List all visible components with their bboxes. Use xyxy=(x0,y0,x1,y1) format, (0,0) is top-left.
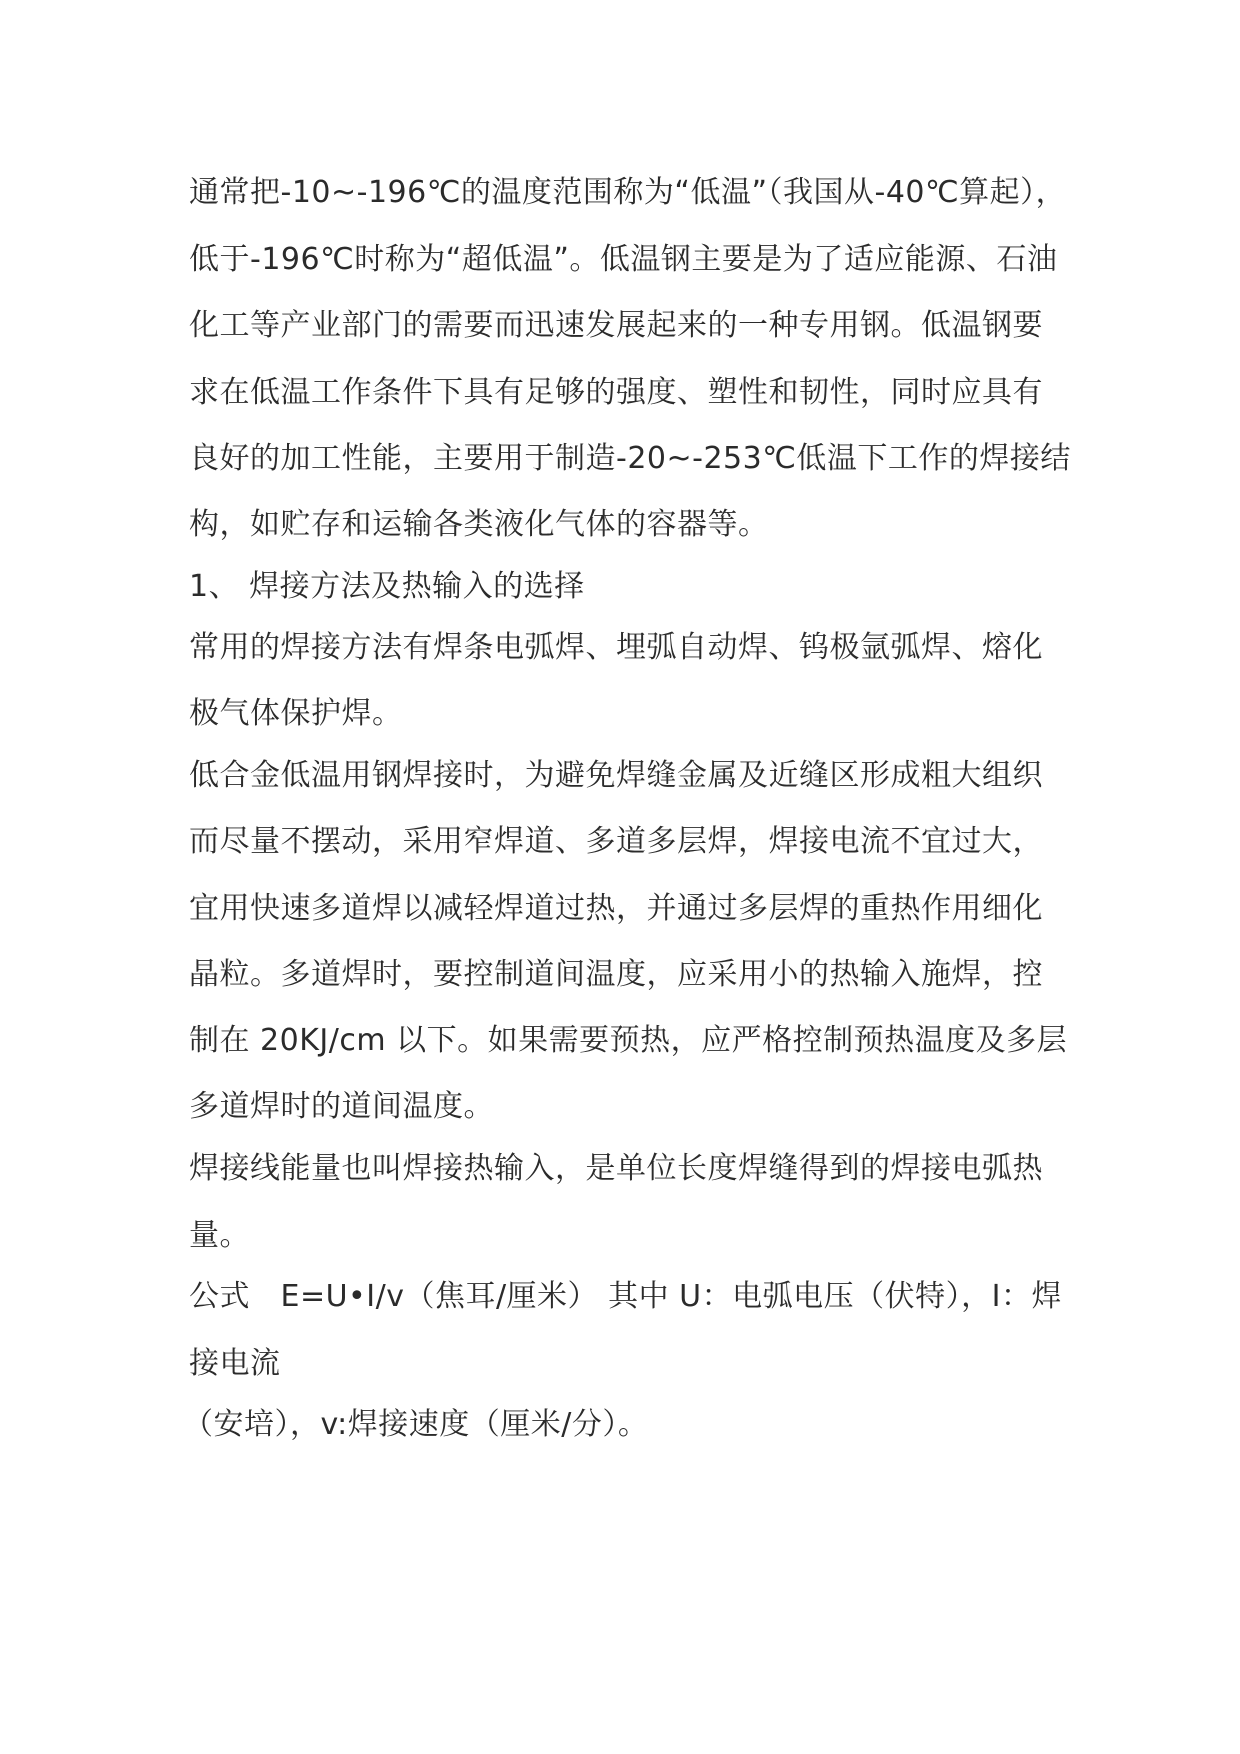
text-line-16: 焊接线能量也叫焊接热输入，是单位长度焊缝得到的焊接电弧热 xyxy=(189,1151,1043,1186)
text-line-9: 极气体保护焊。 xyxy=(189,696,403,731)
text-line-5: 良好的加工性能，主要用于制造-20~-253℃低温下工作的焊接结 xyxy=(189,441,1071,476)
text-line-15: 多道焊时的道间温度。 xyxy=(189,1089,494,1124)
text-line-2: 低于-196℃时称为“超低温”。低温钢主要是为了适应能源、石油 xyxy=(189,242,1058,277)
text-line-12: 宜用快速多道焊以减轻焊道过热，并通过多层焊的重热作用细化 xyxy=(189,891,1043,926)
text-line-8: 常用的焊接方法有焊条电弧焊、埋弧自动焊、钨极氩弧焊、熔化 xyxy=(189,630,1043,665)
text-line-19: 接电流 xyxy=(189,1346,281,1381)
text-line-1: 通常把-10~-196℃的温度范围称为“低温”（我国从-40℃算起）， xyxy=(189,175,1067,210)
text-line-20: （安培），v:焊接速度（厘米/分）。 xyxy=(183,1407,649,1442)
text-line-3: 化工等产业部门的需要而迅速发展起来的一种专用钢。低温钢要 xyxy=(189,308,1043,343)
text-line-4: 求在低温工作条件下具有足够的强度、塑性和韧性，同时应具有 xyxy=(189,375,1043,410)
text-line-11: 而尽量不摆动，采用窄焊道、多道多层焊，焊接电流不宜过大， xyxy=(189,824,1043,859)
text-line-13: 晶粒。多道焊时，要控制道间温度，应采用小的热输入施焊，控 xyxy=(189,957,1043,992)
text-line-14: 制在 20KJ/cm 以下。如果需要预热，应严格控制预热温度及多层 xyxy=(189,1023,1068,1058)
text-line-10: 低合金低温用钢焊接时，为避免焊缝金属及近缝区形成粗大组织 xyxy=(189,758,1043,793)
section-heading: 1、 焊接方法及热输入的选择 xyxy=(189,569,585,604)
text-line-17: 量。 xyxy=(189,1218,250,1253)
formula-line: 公式 E=U•I/v（焦耳/厘米） 其中 U：电弧电压（伏特），I：焊 xyxy=(189,1279,1062,1314)
text-line-6: 构，如贮存和运输各类液化气体的容器等。 xyxy=(189,507,769,542)
